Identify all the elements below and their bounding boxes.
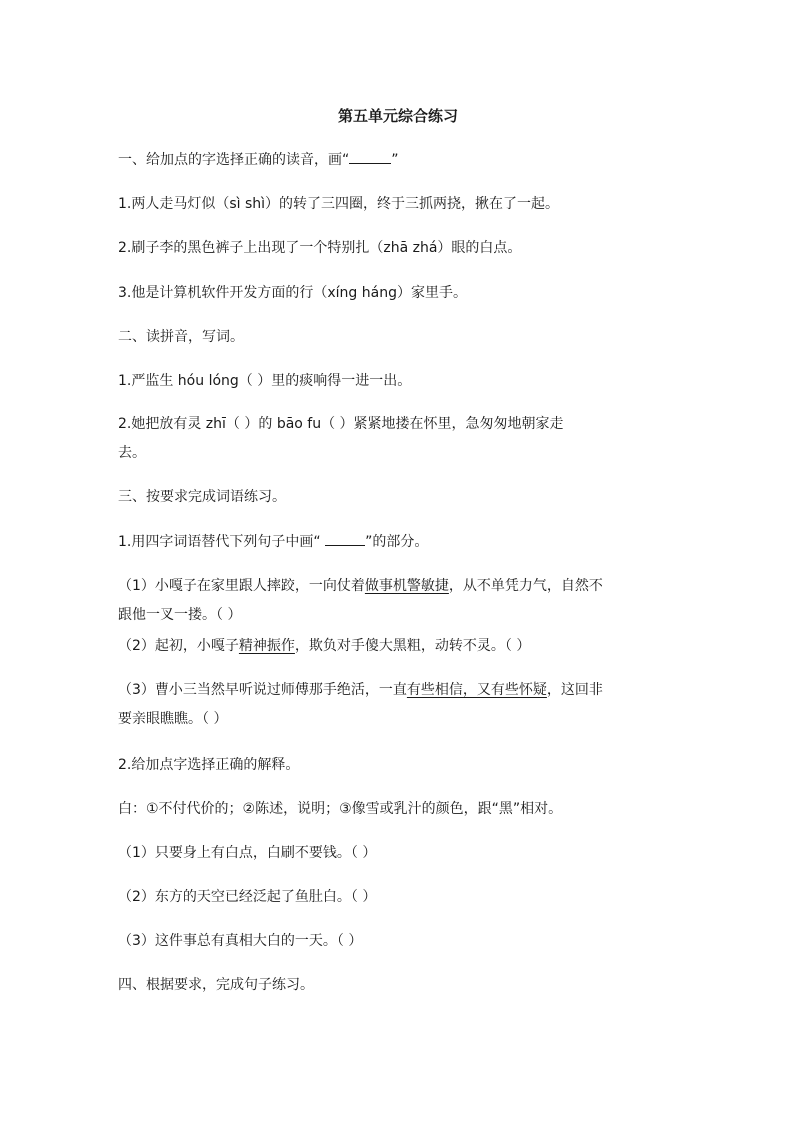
section-1-question-1: 1.两人走马灯似（sì shì）的转了三四圈，终于三抓两挠，揪在了一起。 xyxy=(118,196,560,212)
section-3-part-2-prompt: 2.给加点字选择正确的解释。 xyxy=(118,757,300,773)
section-2-question-2-line-1: 2.她把放有灵 zhī（ ）的 bāo fu（ ）紧紧地搂在怀里，急匆匆地朝家走 xyxy=(118,416,564,432)
item-1-text-b: ，从不单凭力气，自然不 xyxy=(448,578,603,594)
item-3-line-1 xyxy=(118,675,678,705)
section-1-heading xyxy=(118,145,678,175)
section-1-heading-close: ” xyxy=(391,152,399,168)
item-2-text-a: （2）起初，小嘎子 xyxy=(118,638,239,654)
item-3-underlined-phrase: 有些相信，又有些怀疑 xyxy=(406,682,547,698)
item-2-text-b: ，欺负对手傻大黑粗，动转不灵。（ ） xyxy=(294,638,531,654)
item-2-line xyxy=(118,631,678,661)
definition-item-1: （1）只要身上有白点，白刷不要钱。（ ） xyxy=(118,845,377,861)
item-3-text-b: ，这回非 xyxy=(546,682,603,698)
item-2-underlined-phrase: 精神振作 xyxy=(238,638,295,654)
underline-sample-blank xyxy=(349,149,391,164)
definition-line: 白：①不付代价的；②陈述，说明；③像雪或乳汁的颜色，跟“黑”相对。 xyxy=(118,801,563,817)
section-1-heading-text: 一、给加点的字选择正确的读音，画“ xyxy=(118,152,350,168)
part-1-prompt-text: 1.用四字词语替代下列句子中画“ xyxy=(118,534,326,550)
section-3-part-1-prompt xyxy=(118,527,678,557)
part-1-prompt-close: ”的部分。 xyxy=(365,534,429,550)
item-3-text-a: （3）曹小三当然早听说过师傅那手绝活，一直 xyxy=(118,682,407,698)
definition-item-2: （2）东方的天空已经泛起了鱼肚白。（ ） xyxy=(118,889,377,905)
underline-sample-blank xyxy=(325,531,365,546)
item-1-line-2: 跟他一叉一搂。（ ） xyxy=(118,607,242,623)
item-3-line-2: 要亲眼瞧瞧。（ ） xyxy=(118,711,228,727)
section-2-question-1: 1.严监生 hóu lóng（ ）里的痰响得一进一出。 xyxy=(118,373,412,389)
section-1-question-2: 2.刷子李的黑色裤子上出现了一个特别扎（zhā zhá）眼的白点。 xyxy=(118,240,522,256)
page-title: 第五单元综合练习 xyxy=(337,107,458,125)
section-3-heading: 三、按要求完成词语练习。 xyxy=(118,489,286,505)
section-2-question-2-line-2: 去。 xyxy=(118,445,146,461)
section-2-heading: 二、读拼音，写词。 xyxy=(118,329,244,345)
definition-item-3: （3）这件事总有真相大白的一天。（ ） xyxy=(118,933,363,949)
section-4-heading: 四、根据要求，完成句子练习。 xyxy=(118,977,314,993)
item-1-line-1 xyxy=(118,571,678,601)
section-1-question-3: 3.他是计算机软件开发方面的行（xíng háng）家里手。 xyxy=(118,285,467,301)
item-1-underlined-phrase: 做事机警敏捷 xyxy=(364,578,449,594)
item-1-text-a: （1）小嘎子在家里跟人摔跤，一向仗着 xyxy=(118,578,365,594)
worksheet-page xyxy=(118,0,678,1123)
